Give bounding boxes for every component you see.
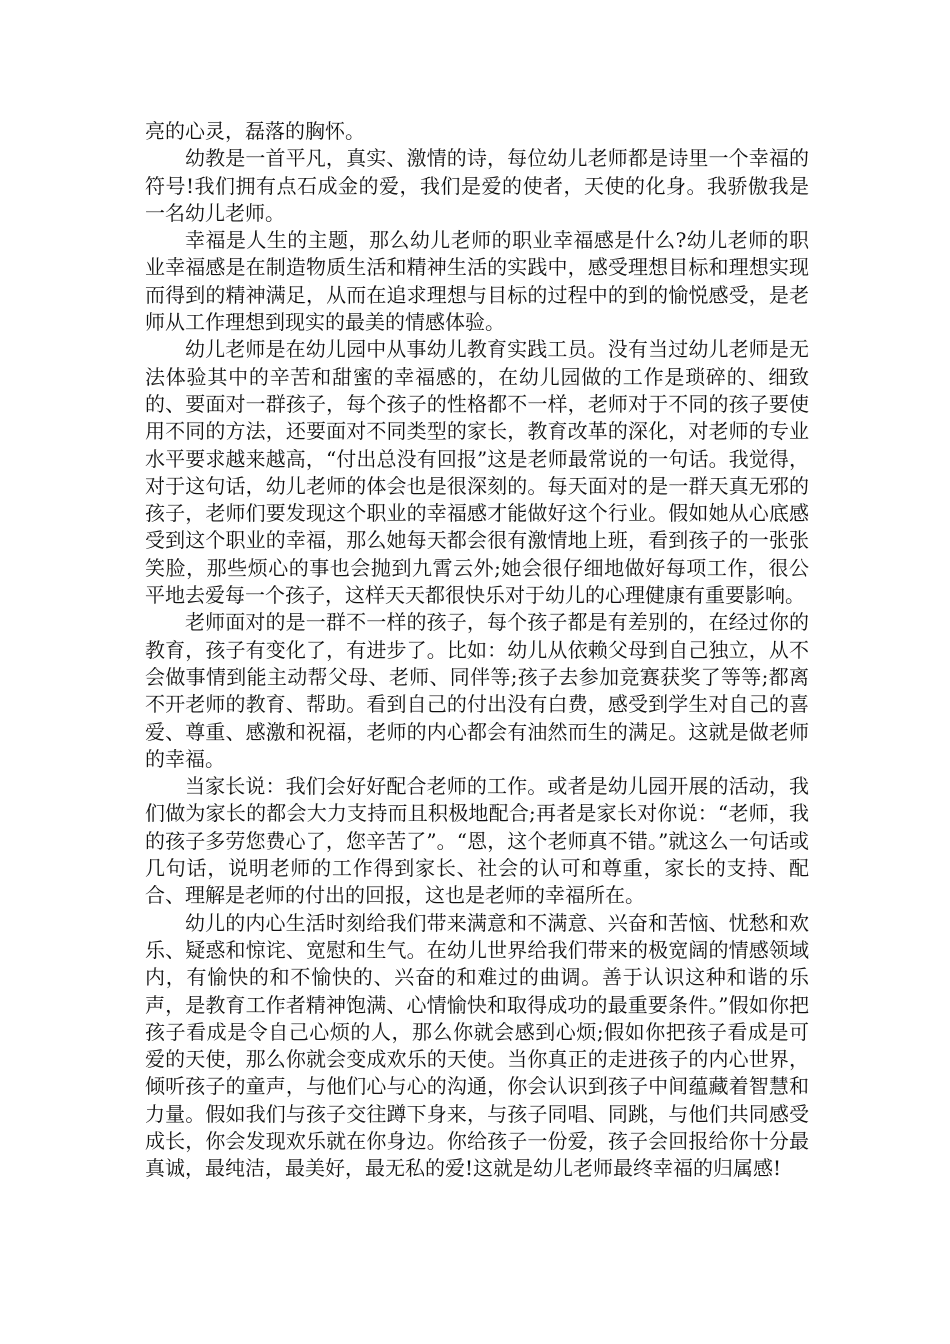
paragraph: 幼儿老师是在幼儿园中从事幼儿教育实践工员。没有当过幼儿老师是无法体验其中的辛苦和甜蜜的幸福感的，在幼儿园做的工作是琐碎的、细致的、要面对一群孩子，每个孩子的性格都不一样，老师对于不同的孩子要使用不同的方法，还要面对不同类型的家长，教育改革的深化，对老师的专业水平要求越来越高，“付出总没有回报”这是老师最常说的一句话。我觉得，对于这句话，幼儿老师的体会也是很深刻的。每天面对的是一群天真无邪的孩子，老师们要发现这个职业的幸福感才能做好这个行业。假如她从心底感受到这个职业的幸福，那么她每天都会很有激情地上班，看到孩子的一张张笑脸，那些烦心的事也会抛到九霄云外;她会很仔细地做好每项工作，很公平地去爱每一个孩子，这样天天都很快乐对于幼儿的心理健康有重要影响。 xyxy=(145,337,809,608)
paragraph: 幸福是人生的主题，那么幼儿老师的职业幸福感是什么?幼儿老师的职业幸福感是在制造物质生活和精神生活的实践中，感受理想目标和理想实现而得到的精神满足，从而在追求理想与目标的过程中的到的愉悦感受，是老师从工作理想到现实的最美的情感体验。 xyxy=(145,228,809,335)
paragraph: 幼儿的内心生活时刻给我们带来满意和不满意、兴奋和苦恼、忧愁和欢乐、疑惑和惊诧、宽慰和生气。在幼儿世界给我们带来的极宽阔的情感领域内，有愉快的和不愉快的、兴奋的和难过的曲调。善于认识这种和谐的乐声，是教育工作者精神饱满、心情愉快和取得成功的最重要条件。”假如你把孩子看成是令自己心烦的人，那么你就会感到心烦;假如你把孩子看成是可爱的天使，那么你就会变成欢乐的天使。当你真正的走进孩子的内心世界，倾听孩子的童声，与他们心与心的沟通，你会认识到孩子中间蕴藏着智慧和力量。假如我们与孩子交往蹲下身来，与孩子同唱、同跳，与他们共同感受成长，你会发现欢乐就在你身边。你给孩子一份爱，孩子会回报给你十分最真诚，最纯洁，最美好，最无私的爱!这就是幼儿老师最终幸福的归属感! xyxy=(145,910,809,1181)
paragraph: 幼教是一首平凡，真实、激情的诗，每位幼儿老师都是诗里一个幸福的符号!我们拥有点石成金的爱，我们是爱的使者，天使的化身。我骄傲我是一名幼儿老师。 xyxy=(145,146,809,225)
paragraph: 老师面对的是一群不一样的孩子，每个孩子都是有差别的，在经过你的教育，孩子有变化了，有进步了。比如：幼儿从依赖父母到自己独立，从不会做事情到能主动帮父母、老师、同伴等;孩子去参加竞赛获奖了等等;都离不开老师的教育、帮助。看到自己的付出没有白费，感受到学生对自己的喜爱、尊重、感激和祝福，老师的内心都会有油然而生的满足。这就是做老师的幸福。 xyxy=(145,610,809,771)
paragraph-continuation: 亮的心灵，磊落的胸怀。 xyxy=(145,119,365,143)
paragraph: 当家长说：我们会好好配合老师的工作。或者是幼儿园开展的活动，我们做为家长的都会大力支持而且积极地配合;再者是家长对你说：“老师，我的孩子多劳您费心了，您辛苦了”。“恩，这个老师真不错。”就这么一句话或几句话，说明老师的工作得到家长、社会的认可和尊重，家长的支持、配合、理解是老师的付出的回报，这也是老师的幸福所在。 xyxy=(145,774,809,908)
document-body xyxy=(145,118,809,1183)
